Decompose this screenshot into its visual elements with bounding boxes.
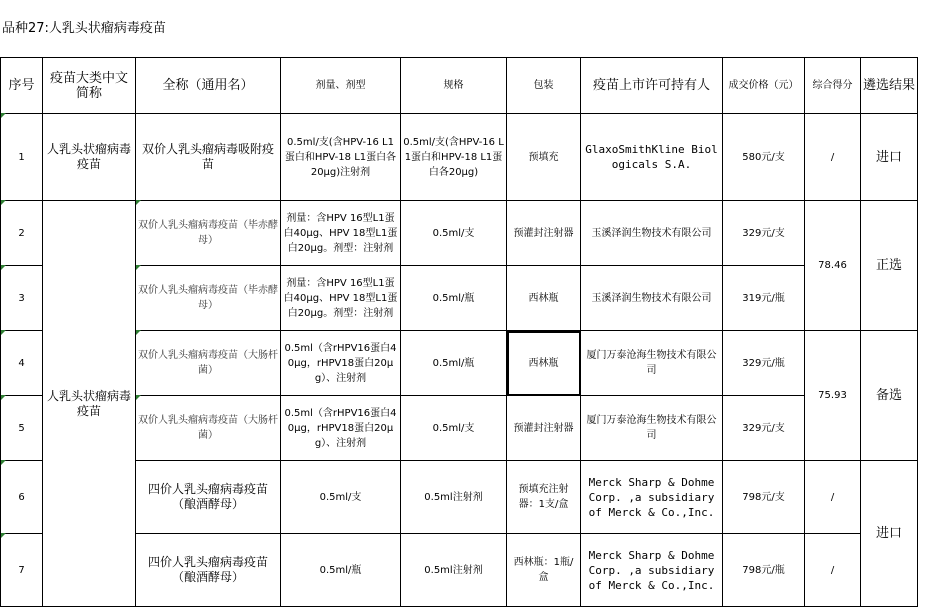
cell-holder: Merck Sharp & Dohme Corp. ,a subsidiary of Merck & Co.,Inc. [581, 534, 723, 607]
cell-seq: 3 [1, 266, 43, 331]
cell-package: 西林瓶 [507, 266, 581, 331]
cell-seq: 5 [1, 396, 43, 461]
cell-result: 备选 [861, 331, 918, 461]
cell-seq: 1 [1, 114, 43, 201]
cell-comment-marker [1, 533, 6, 538]
cell-dose-form: 0.5ml（含rHPV16蛋白40μg，rHPV18蛋白20μg）、注射剂 [281, 396, 401, 461]
table-row [1, 396, 918, 461]
cell-comment-marker [1, 395, 6, 400]
cell-comment-marker [136, 330, 141, 335]
cell-score: 78.46 [805, 201, 861, 331]
cell-seq: 7 [1, 534, 43, 607]
cell-comment-marker [1, 113, 6, 118]
cell-dose-form: 0.5ml/瓶 [281, 534, 401, 607]
cell-comment-marker [1, 200, 6, 205]
cell-spec: 0.5ml/支(含HPV-16 L1蛋白和HPV-18 L1蛋白各20μg) [401, 114, 507, 201]
cell-package: 预填充 [507, 114, 581, 201]
cell-dose-form: 剂量：含HPV 16型L1蛋白40μg、HPV 18型L1蛋白20μg。剂型：注射剂 [281, 201, 401, 266]
cell-holder: GlaxoSmithKline Biologicals S.A. [581, 114, 723, 201]
cell-price: 580元/支 [723, 114, 805, 201]
cell-score: / [805, 534, 861, 607]
table-row [1, 461, 918, 534]
cell-dose-form: 0.5ml/支 [281, 461, 401, 534]
cell-dose-form: 0.5ml/支(含HPV-16 L1蛋白和HPV-18 L1蛋白各20μg)注射剂 [281, 114, 401, 201]
cell-package: 预灌封注射器 [507, 201, 581, 266]
cell-price: 329元/支 [723, 201, 805, 266]
table-row [1, 331, 918, 396]
cell-fullname: 双价人乳头瘤病毒疫苗（大肠杆菌） [136, 331, 281, 396]
header-category: 疫苗大类中文简称 [43, 58, 136, 114]
cell-price: 319元/瓶 [723, 266, 805, 331]
table-row [1, 266, 918, 331]
header-price: 成交价格（元） [723, 58, 805, 114]
cell-spec: 0.5ml/瓶 [401, 266, 507, 331]
header-score: 综合得分 [805, 58, 861, 114]
cell-spec: 0.5ml/瓶 [401, 331, 507, 396]
cell-package: 预填充注射器：1支/盒 [507, 461, 581, 534]
cell-spec: 0.5ml注射剂 [401, 461, 507, 534]
header-seq: 序号 [1, 58, 43, 114]
cell-comment-marker [1, 330, 6, 335]
header-fullname: 全称（通用名） [136, 58, 281, 114]
cell-comment-marker [1, 460, 6, 465]
cell-score: / [805, 114, 861, 201]
header-holder: 疫苗上市许可持有人 [581, 58, 723, 114]
cell-comment-marker [136, 395, 141, 400]
cell-fullname: 双价人乳头瘤病毒疫苗（毕赤酵母） [136, 201, 281, 266]
cell-dose-form: 0.5ml（含rHPV16蛋白40μg，rHPV18蛋白20μg）、注射剂 [281, 331, 401, 396]
cell-result: 正选 [861, 201, 918, 331]
cell-holder: 厦门万泰沧海生物技术有限公司 [581, 396, 723, 461]
cell-fullname: 四价人乳头瘤病毒疫苗（酿酒酵母） [136, 534, 281, 607]
cell-result: 进口 [861, 114, 918, 201]
cell-fullname: 双价人乳头瘤病毒吸附疫苗 [136, 114, 281, 201]
table-row [1, 114, 918, 201]
cell-seq: 4 [1, 331, 43, 396]
cell-score: 75.93 [805, 331, 861, 461]
cell-package: 西林瓶：1瓶/盒 [507, 534, 581, 607]
table-row [1, 201, 918, 266]
cell-dose-form: 剂量：含HPV 16型L1蛋白40μg、HPV 18型L1蛋白20μg。剂型：注射剂 [281, 266, 401, 331]
cell-price: 798元/支 [723, 461, 805, 534]
cell-price: 798元/瓶 [723, 534, 805, 607]
header-spec: 规格 [401, 58, 507, 114]
header-result: 遴选结果 [861, 58, 918, 114]
cell-fullname: 四价人乳头瘤病毒疫苗（酿酒酵母） [136, 461, 281, 534]
cell-package: 预灌封注射器 [507, 396, 581, 461]
cell-spec: 0.5ml注射剂 [401, 534, 507, 607]
table-row [1, 534, 918, 607]
cell-holder: 玉溪泽润生物技术有限公司 [581, 266, 723, 331]
cell-result: 进口 [861, 461, 918, 607]
header-row [1, 58, 918, 114]
header-dose-form: 剂量、剂型 [281, 58, 401, 114]
cell-seq: 2 [1, 201, 43, 266]
cell-holder: Merck Sharp & Dohme Corp. ,a subsidiary of Merck & Co.,Inc. [581, 461, 723, 534]
cell-fullname: 双价人乳头瘤病毒疫苗（毕赤酵母） [136, 266, 281, 331]
cell-comment-marker [136, 200, 141, 205]
cell-comment-marker [1, 265, 6, 270]
cell-seq: 6 [1, 461, 43, 534]
cell-spec: 0.5ml/支 [401, 201, 507, 266]
page-title: 品种27:人乳头状瘤病毒疫苗 [2, 21, 166, 36]
cell-holder: 玉溪泽润生物技术有限公司 [581, 201, 723, 266]
cell-holder: 厦门万泰沧海生物技术有限公司 [581, 331, 723, 396]
cell-price: 329元/支 [723, 396, 805, 461]
cell-score: / [805, 461, 861, 534]
cell-category: 人乳头状瘤病毒疫苗 [43, 114, 136, 201]
cell-price: 329元/瓶 [723, 331, 805, 396]
cell-comment-marker [136, 265, 141, 270]
cell-spec: 0.5ml/支 [401, 396, 507, 461]
cell-category: 人乳头状瘤病毒疫苗 [43, 201, 136, 607]
header-package: 包装 [507, 58, 581, 114]
cell-fullname: 双价人乳头瘤病毒疫苗（大肠杆菌） [136, 396, 281, 461]
cell-package-selected[interactable]: 西林瓶 [507, 331, 581, 396]
